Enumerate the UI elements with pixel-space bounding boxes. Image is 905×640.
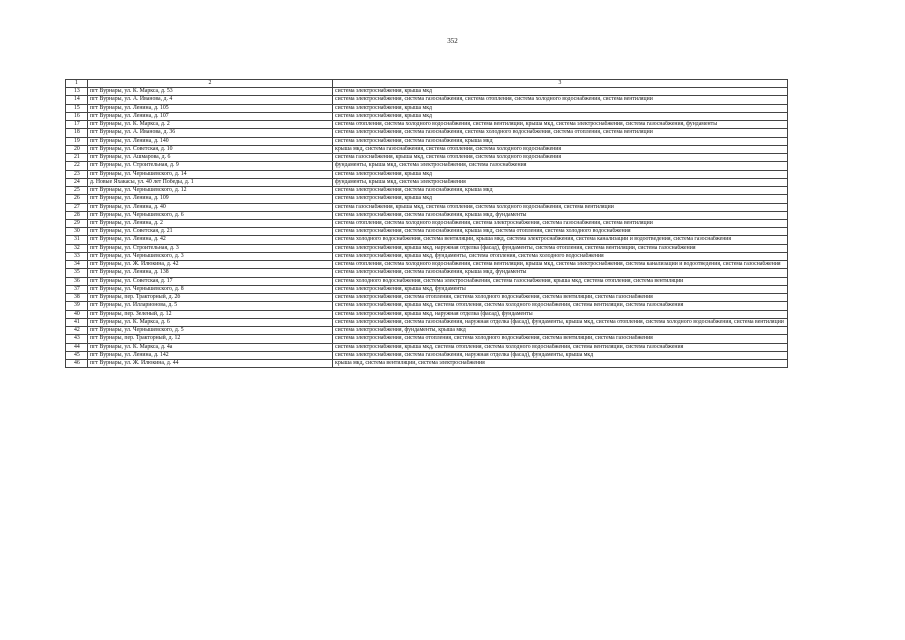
table-row (66, 244, 788, 252)
table-row (66, 359, 788, 367)
row-number: 14 (66, 96, 88, 104)
row-number: 32 (66, 244, 88, 252)
row-systems: система электроснабжения, система газоснабжения, система холодного водоснабжения, система отопления, система вентиляции (333, 129, 788, 137)
table-row (66, 285, 788, 293)
table-row (66, 318, 788, 326)
row-address: пгт Вурнары, ул. Ленина, д. 142 (88, 351, 333, 359)
row-address: пгт Вурнары, ул. Ж. Илюкина, д. 42 (88, 261, 333, 269)
row-address: пгт Вурнары, ул. Чернышевского, д. 5 (88, 327, 333, 335)
row-systems: система электроснабжения, система газоснабжения, крыша мкд, система отопления, система холодного водоснабжения (333, 228, 788, 236)
table-row (66, 302, 788, 310)
row-address: пгт Вурнары, ул. Ленина, д. 140 (88, 137, 333, 145)
row-systems: система электроснабжения, система газоснабжения, наружная отделка (фасад), фундаменты, крыша мкд (333, 351, 788, 359)
row-address: пгт Вурнары, ул. Чернышевского, д. 8 (88, 285, 333, 293)
header-col-3: 3 (333, 80, 788, 88)
row-number: 28 (66, 211, 88, 219)
row-address: пгт Вурнары, ул. К. Маркса, д. 2 (88, 121, 333, 129)
row-number: 31 (66, 236, 88, 244)
row-number: 23 (66, 170, 88, 178)
row-systems: система холодного водоснабжения, система электроснабжения, система газоснабжения, крыша мкд, система отопления, система вентиляции (333, 277, 788, 285)
row-number: 45 (66, 351, 88, 359)
table-row (66, 187, 788, 195)
row-address: пгт Вурнары, пер. Тракторный, д. 12 (88, 335, 333, 343)
row-address: пгт Вурнары, пер. Тракторный, д. 2б (88, 294, 333, 302)
row-address: пгт Вурнары, ул. Советская, д. 17 (88, 277, 333, 285)
table-row (66, 335, 788, 343)
row-systems: крыша мкд, система газоснабжения, система отопления, система холодного водоснабжения (333, 145, 788, 153)
row-systems: система электроснабжения, система газоснабжения, наружная отделка (фасад), фундаменты, крыша мкд, система отопления, система холодного водоснабжения, система вентиляции (333, 318, 788, 326)
table-row (66, 343, 788, 351)
table-row (66, 269, 788, 277)
row-systems: система электроснабжения, крыша мкд, наружная отделка (фасад), фундаменты (333, 310, 788, 318)
row-number: 26 (66, 195, 88, 203)
row-systems: система отопления, система холодного водоснабжения, система вентиляции, крыша мкд, система электроснабжения, система канализации и водоотведения, система газоснабжения (333, 261, 788, 269)
row-address: пгт Вурнары, ул. Илларионова, д. 5 (88, 302, 333, 310)
table-row (66, 129, 788, 137)
row-number: 22 (66, 162, 88, 170)
table-row (66, 137, 788, 145)
row-systems: система электроснабжения, крыша мкд (333, 88, 788, 96)
row-address: пгт Вурнары, ул. Ленина, д. 138 (88, 269, 333, 277)
row-number: 40 (66, 310, 88, 318)
row-number: 30 (66, 228, 88, 236)
row-systems: система электроснабжения, крыша мкд, система отопления, система холодного водоснабжения, система вентиляции, система газоснабжения (333, 302, 788, 310)
row-address: пгт Вурнары, ул. Советская, д. 21 (88, 228, 333, 236)
row-address: пгт Вурнары, ул. Ж. Илюкина, д. 44 (88, 359, 333, 367)
row-number: 13 (66, 88, 88, 96)
table-row (66, 121, 788, 129)
table-row (66, 112, 788, 120)
row-systems: система электроснабжения, крыша мкд, наружная отделка (фасад), фундаменты, система отопления, система вентиляции, система газоснабжения (333, 244, 788, 252)
row-number: 35 (66, 269, 88, 277)
row-systems: система электроснабжения, крыша мкд, система отопления, система холодного водоснабжения, система вентиляции, система газоснабжения (333, 343, 788, 351)
row-number: 18 (66, 129, 88, 137)
row-address: пгт Вурнары, ул. Строительная, д. 9 (88, 162, 333, 170)
row-number: 44 (66, 343, 88, 351)
table-row (66, 211, 788, 219)
row-address: пгт Вурнары, ул. Ленина, д. 2 (88, 219, 333, 227)
row-number: 46 (66, 359, 88, 367)
row-address: пгт Вурнары, ул. Ленина, д. 105 (88, 104, 333, 112)
row-number: 39 (66, 302, 88, 310)
table-row (66, 162, 788, 170)
row-systems: система электроснабжения, система газоснабжения, крыша мкд (333, 187, 788, 195)
row-systems: система электроснабжения, крыша мкд (333, 112, 788, 120)
row-address: пгт Вурнары, ул. Советская, д. 10 (88, 145, 333, 153)
row-address: пгт Вурнары, ул. Ашмарова, д. 6 (88, 154, 333, 162)
table-row (66, 327, 788, 335)
row-address: пгт Вурнары, ул. А. Иванова, д. 36 (88, 129, 333, 137)
row-systems: система отопления, система холодного водоснабжения, система электроснабжения, система газоснабжения, система вентиляции (333, 219, 788, 227)
table-row (66, 96, 788, 104)
row-number: 36 (66, 277, 88, 285)
row-systems: система газоснабжения, крыша мкд, система отопления, система холодного водоснабжения (333, 154, 788, 162)
table-row (66, 219, 788, 227)
row-number: 21 (66, 154, 88, 162)
row-systems: система электроснабжения, крыша мкд, фундаменты, система отопления, система холодного водоснабжения (333, 252, 788, 260)
row-address: пгт Вурнары, ул. К. Маркса, д. 4а (88, 343, 333, 351)
row-number: 37 (66, 285, 88, 293)
header-col-1: 1 (66, 80, 88, 88)
table-row (66, 195, 788, 203)
row-address: д. Новые Яхакасы, ул. 40 лет Победы, д. 1 (88, 178, 333, 186)
table-row (66, 294, 788, 302)
table-row (66, 178, 788, 186)
row-address: пгт Вурнары, ул. Чернышевского, д. 12 (88, 187, 333, 195)
row-number: 34 (66, 261, 88, 269)
row-systems: фундаменты, крыша мкд, система электроснабжения (333, 178, 788, 186)
table-row (66, 170, 788, 178)
row-address: пгт Вурнары, ул. Ленина, д. 107 (88, 112, 333, 120)
table-row (66, 310, 788, 318)
table-row (66, 236, 788, 244)
row-address: пгт Вурнары, ул. Ленина, д. 42 (88, 236, 333, 244)
row-number: 19 (66, 137, 88, 145)
row-systems: система электроснабжения, система отопления, система холодного водоснабжения, система вентиляции, система газоснабжения (333, 294, 788, 302)
table-row (66, 145, 788, 153)
row-number: 25 (66, 187, 88, 195)
row-systems: система электроснабжения, крыша мкд (333, 104, 788, 112)
row-number: 29 (66, 219, 88, 227)
row-address: пгт Вурнары, ул. К. Маркса, д. 53 (88, 88, 333, 96)
row-systems: система холодного водоснабжения, система вентиляции, крыша мкд, система электроснабжения, система канализации и водоотведения, система газоснабжения (333, 236, 788, 244)
table-row (66, 104, 788, 112)
row-systems: фундаменты, крыша мкд, система электроснабжения, система газоснабжения (333, 162, 788, 170)
row-systems: система электроснабжения, крыша мкд, фундаменты (333, 285, 788, 293)
row-systems: система электроснабжения, система газоснабжения, крыша мкд, фундаменты (333, 211, 788, 219)
row-systems: система отопления, система холодного водоснабжения, система вентиляции, крыша мкд, система электроснабжения, система газоснабжения, фундаменты (333, 121, 788, 129)
row-number: 20 (66, 145, 88, 153)
row-number: 43 (66, 335, 88, 343)
row-address: пгт Вурнары, ул. Строительная, д. 3 (88, 244, 333, 252)
row-systems: система электроснабжения, система отопления, система холодного водоснабжения, система вентиляции, система газоснабжения (333, 335, 788, 343)
row-systems: система электроснабжения, система газоснабжения, система отопления, система холодного водоснабжения, система вентиляции (333, 96, 788, 104)
row-address: пгт Вурнары, ул. Чернышевского, д. 6 (88, 211, 333, 219)
row-number: 38 (66, 294, 88, 302)
row-address: пгт Вурнары, ул. К. Маркса, д. 6 (88, 318, 333, 326)
table-row (66, 88, 788, 96)
row-number: 41 (66, 318, 88, 326)
table-row (66, 203, 788, 211)
page-number: 352 (447, 37, 458, 45)
row-systems: система электроснабжения, система газоснабжения, крыша мкд (333, 137, 788, 145)
row-address: пгт Вурнары, ул. Ленина, д. 40 (88, 203, 333, 211)
row-number: 33 (66, 252, 88, 260)
row-number: 16 (66, 112, 88, 120)
table-row (66, 252, 788, 260)
table-body (66, 80, 788, 368)
table-row (66, 261, 788, 269)
table-row (66, 351, 788, 359)
row-number: 17 (66, 121, 88, 129)
table-row (66, 154, 788, 162)
table-row (66, 228, 788, 236)
row-number: 24 (66, 178, 88, 186)
row-number: 27 (66, 203, 88, 211)
table-row (66, 277, 788, 285)
row-systems: система электроснабжения, крыша мкд (333, 170, 788, 178)
table-header-row (66, 80, 788, 88)
row-systems: крыша мкд, система вентиляции, система электроснабжения (333, 359, 788, 367)
row-systems: система газоснабжения, крыша мкд, система отопления, система холодного водоснабжения, система вентиляции (333, 203, 788, 211)
objects-table (65, 79, 788, 368)
row-number: 15 (66, 104, 88, 112)
row-address: пгт Вурнары, ул. Ленина, д. 109 (88, 195, 333, 203)
row-address: пгт Вурнары, ул. А. Иванова, д. 4 (88, 96, 333, 104)
row-number: 42 (66, 327, 88, 335)
row-systems: система электроснабжения, крыша мкд (333, 195, 788, 203)
row-address: пгт Вурнары, ул. Чернышевского, д. 14 (88, 170, 333, 178)
row-systems: система электроснабжения, система газоснабжения, крыша мкд, фундаменты (333, 269, 788, 277)
row-address: пгт Вурнары, ул. Чернышевского, д. 3 (88, 252, 333, 260)
header-col-2: 2 (88, 80, 333, 88)
row-address: пгт Вурнары, пер. Зеленый, д. 12 (88, 310, 333, 318)
row-systems: система электроснабжения, фундаменты, крыша мкд (333, 327, 788, 335)
